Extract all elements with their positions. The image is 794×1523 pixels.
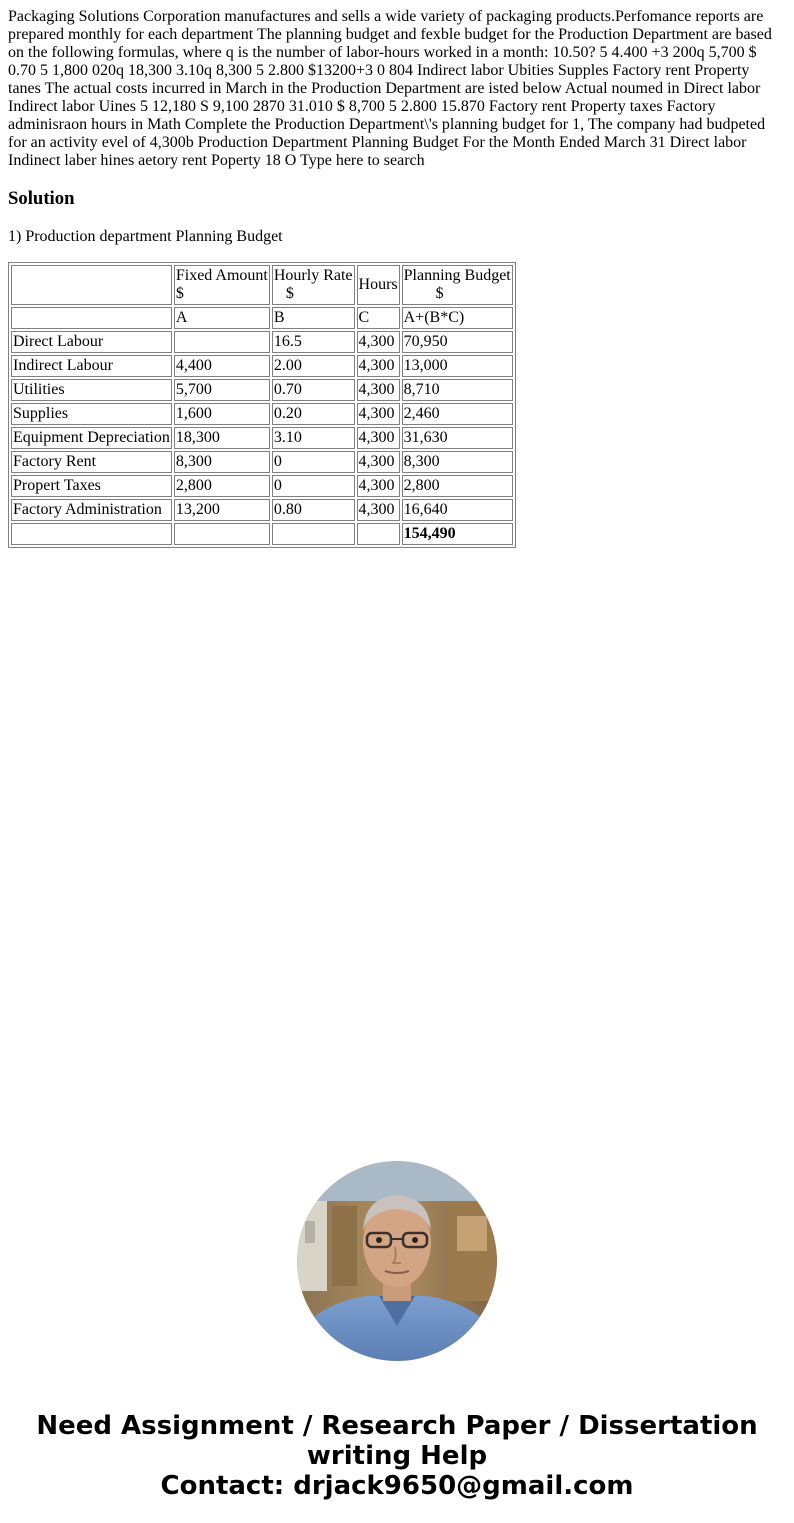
table-cell-empty [272, 523, 355, 545]
table-cell-empty [357, 523, 400, 545]
table-cell: 4,300 [357, 499, 400, 521]
table-cell: 0.20 [272, 403, 355, 425]
table-header-fixed-amount [174, 265, 270, 305]
table-cell: 8,300 [174, 451, 270, 473]
table-formula-row [11, 307, 513, 329]
table-cell: 0 [272, 475, 355, 497]
table-cell [174, 331, 270, 353]
solution-heading: Solution [8, 188, 75, 209]
table-cell: 0 [272, 451, 355, 473]
table-cell: B [272, 307, 355, 329]
table-cell: 2,800 [174, 475, 270, 497]
promo-line-1: Need Assignment / Research Paper / Dissertation [36, 1411, 758, 1441]
table-cell: 13,000 [402, 355, 513, 377]
table-header-hourly-rate [272, 265, 355, 305]
table-total-value: 154,490 [402, 523, 513, 545]
table-cell: 13,200 [174, 499, 270, 521]
header-fixed-line1: Fixed Amount [175, 267, 268, 284]
table-cell: 16,640 [402, 499, 513, 521]
table-cell: 4,300 [357, 475, 400, 497]
table-cell: Utilities [11, 379, 172, 401]
header-budget-line2: $ [435, 285, 444, 302]
table-row [11, 427, 513, 449]
table-cell: 4,300 [357, 427, 400, 449]
table-cell: 5,700 [174, 379, 270, 401]
table-header-empty [11, 265, 172, 305]
table-cell: Factory Administration [11, 499, 172, 521]
table-cell: 8,300 [402, 451, 513, 473]
table-cell: Equipment Depreciation [11, 427, 172, 449]
table-cell: 18,300 [174, 427, 270, 449]
table-header-row [11, 265, 513, 305]
table-cell: 4,300 [357, 331, 400, 353]
table-header-planning-budget [402, 265, 513, 305]
avatar-portrait-image [297, 1161, 497, 1361]
table-cell: 2,460 [402, 403, 513, 425]
promo-contact: Contact: drjack9650@gmail.com [160, 1471, 634, 1501]
table-cell: A+(B*C) [402, 307, 513, 329]
table-cell: 31,630 [402, 427, 513, 449]
header-rate-line1: Hourly Rate [273, 267, 353, 284]
table-cell: 0.80 [272, 499, 355, 521]
table-cell-empty [11, 523, 172, 545]
promo-banner [0, 1411, 794, 1501]
section-label: 1) Production department Planning Budget [8, 228, 283, 245]
table-cell: 16.5 [272, 331, 355, 353]
table-cell: 4,400 [174, 355, 270, 377]
table-cell: 4,300 [357, 355, 400, 377]
table-cell: C [357, 307, 400, 329]
planning-budget-table [8, 262, 516, 548]
table-row [11, 355, 513, 377]
question-text: Packaging Solutions Corporation manufactures and sells a wide variety of packaging products.Perfomance reports are prepared monthly for each department The planning budget and fexble budget for the Production Department are based on the following formulas, where q is the number of labor-hours worked in a month: 10.50? 5 4.400 +3 200q 5,700 $ 0.70 5 1,800 020q 18,300 3.10q 8,300 5 2.800 $13200+3 0 804 Indirect labor Ubities Supples Factory rent Property tanes The actual costs incurred in March in the Production Department are isted below Actual noumed in Direct labor Indirect labor Uines 5 12,180 S 9,100 2870 31.010 $ 8,700 5 2.800 15.870 Factory rent Property taxes Factory adminisraon hours in Math Complete the Production Department\'s planning budget for 1, The company had budpeted for an activity evel of 4,300b Production Department Planning Budget For the Month Ended March 31 Direct labor Indinect laber hines aetory rent Poperty 18 O Type here to search [8, 8, 772, 169]
table-row [11, 499, 513, 521]
page-content [0, 8, 794, 548]
table-row [11, 451, 513, 473]
header-rate-line2: $ [285, 285, 294, 302]
author-avatar [297, 1161, 497, 1361]
table-cell: 4,300 [357, 379, 400, 401]
table-header-hours [357, 265, 400, 305]
header-hours: Hours [358, 276, 398, 293]
table-cell: 8,710 [402, 379, 513, 401]
table-cell-empty [174, 523, 270, 545]
table-cell: 1,600 [174, 403, 270, 425]
table-cell: 2.00 [272, 355, 355, 377]
table-cell: Supplies [11, 403, 172, 425]
header-fixed-line2: $ [175, 285, 184, 302]
table-cell: Indirect Labour [11, 355, 172, 377]
table-row [11, 475, 513, 497]
table-cell: 0.70 [272, 379, 355, 401]
table-cell: 4,300 [357, 451, 400, 473]
table-row [11, 403, 513, 425]
table-row [11, 379, 513, 401]
header-budget-line1: Planning Budget [403, 267, 511, 284]
table-cell: 4,300 [357, 403, 400, 425]
table-cell: 70,950 [402, 331, 513, 353]
table-cell [11, 307, 172, 329]
table-total-row [11, 523, 513, 545]
table-cell: 3.10 [272, 427, 355, 449]
promo-line-2: writing Help [306, 1441, 488, 1471]
table-cell: Direct Labour [11, 331, 172, 353]
table-cell: A [174, 307, 270, 329]
table-cell: 2,800 [402, 475, 513, 497]
table-cell: Propert Taxes [11, 475, 172, 497]
table-row [11, 331, 513, 353]
table-cell: Factory Rent [11, 451, 172, 473]
